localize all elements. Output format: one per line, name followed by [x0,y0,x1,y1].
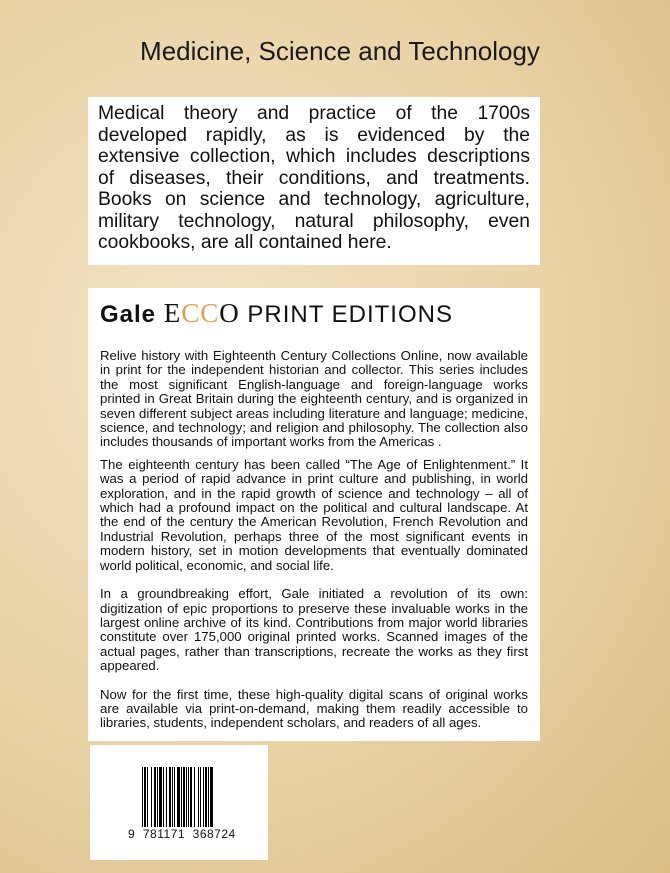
barcode [142,767,214,827]
paragraph: The eighteenth century has been called “The Age of Enlightenment.” It was a period of rapid advance in print culture and publishing, in world exploration, and in the rapid growth of science and technology – all of which had a profound impact on the political and cultural landscape. At the end of the century the American Revolution, French Revolution and Industrial Revolution, perhaps three of the most significant events in modern history, set in motion developments that eventually dominated world political, economic, and social life. [100,456,528,573]
barcode-bar [213,767,214,827]
paragraph: In a groundbreaking effort, Gale initiated a revolution of its own: digitization of epic proportions to preserve these invaluable works in the largest online archive of its kind. Contributions from major world libraries constitute over 175,000 original printed works. Scanned images of the actual pages, rather than transcriptions, recreate the works as they first appeared. [100,586,528,674]
isbn-number: 9 781171 368724 [128,827,236,841]
paragraph: Now for the first time, these high-quality digital scans of original works are available via print-on-demand, making them readily accessible to libraries, students, independent scholars, and readers of all ages. [100,686,528,731]
cover-title: Medicine, Science and Technology [140,36,540,66]
description-box [88,288,540,741]
intro-text: Medical theory and practice of the 1700s developed rapidly, as is evidenced by the extensive collection, which includes descriptions of diseases, their conditions, and treatments. Books on science and technology, agriculture, military technology, natural philosophy, even cookbooks, are all contained here. [98,103,530,253]
intro-box [88,97,540,265]
gale-ecco-logo: Gale ECCO PRINT EDITIONS [100,298,453,328]
paragraph: Relive history with Eighteenth Century Collections Online, now available in print for the independent historian and collector. This series includes the most significant English-language and foreign-language works printed in Great Britain during the eighteenth century, and is organized in seven different subject areas including literature and language; medicine, science, and technology; and religion and philosophy. The collection also includes thousands of important works from the Americas . [100,348,528,450]
barcode-box [90,745,268,860]
